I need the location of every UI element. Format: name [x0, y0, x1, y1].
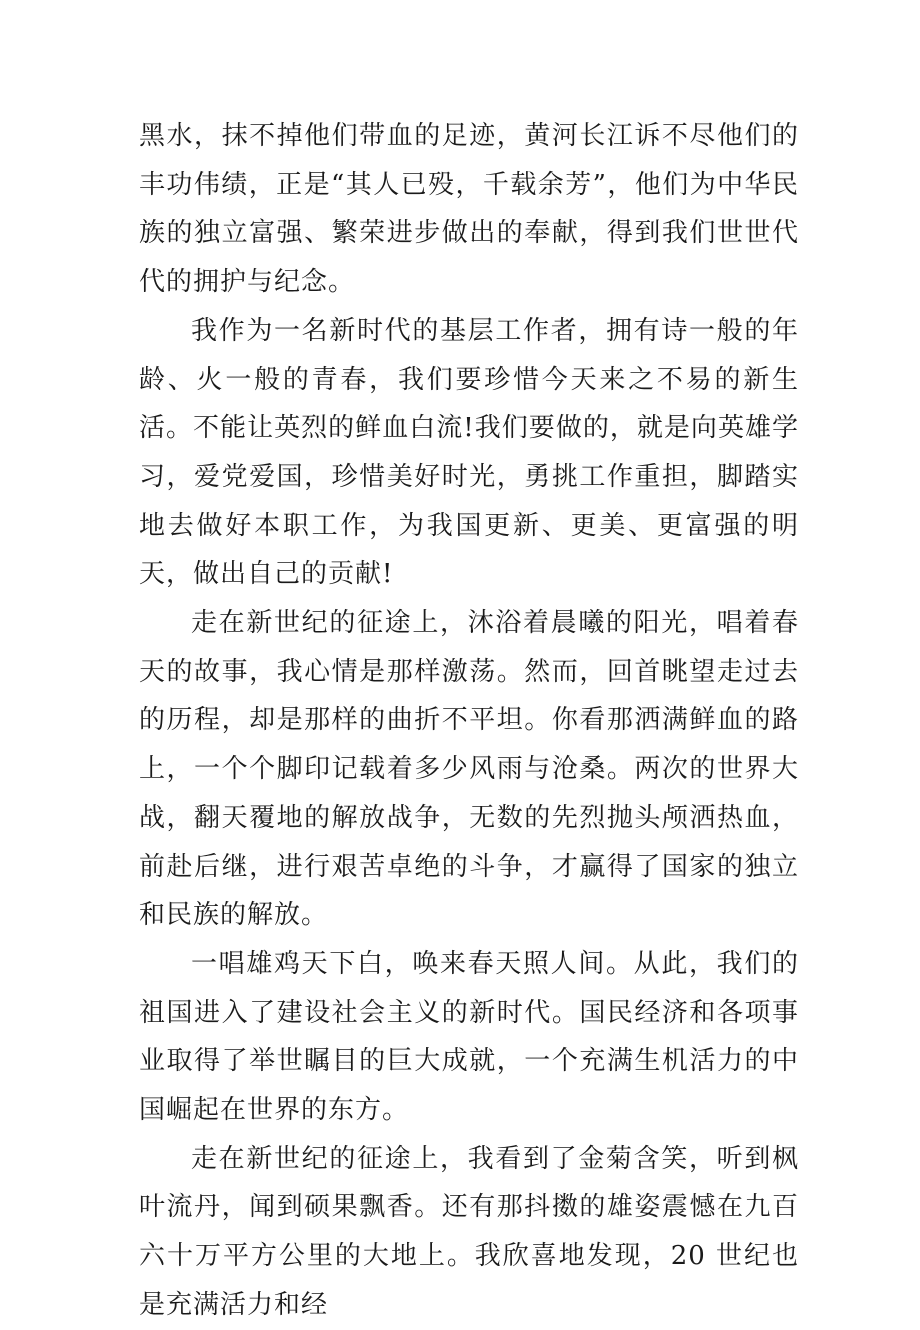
paragraph-1: 黑水，抹不掉他们带血的足迹，黄河长江诉不尽他们的丰功伟绩，正是“其人已殁，千载余芳”，他们为中华民族的独立富强、繁荣进步做出的奉献，得到我们世世代代的拥护与纪念。: [139, 121, 799, 298]
paragraph-5: 走在新世纪的征途上，我看到了金菊含笑，听到枫叶流丹，闻到硕果飘香。还有那抖擞的雄姿震憾在九百六十万平方公里的大地上。我欣喜地发现，20 世纪也是充满活力和经: [139, 1143, 799, 1320]
paragraph-3: 走在新世纪的征途上，沐浴着晨曦的阳光，唱着春天的故事，我心情是那样激荡。然而，回首眺望走过去的历程，却是那样的曲折不平坦。你看那洒满鲜血的路上，一个个脚印记载着多少风雨与沧桑。两次的世界大战，翻天覆地的解放战争，无数的先烈抛头颅洒热血，前赴后继，进行艰苦卓绝的斗争，才赢得了国家的独立和民族的解放。: [139, 608, 799, 931]
paragraph-4: 一唱雄鸡天下白，唤来春天照人间。从此，我们的祖国进入了建设社会主义的新时代。国民经济和各项事业取得了举世瞩目的巨大成就，一个充满生机活力的中国崛起在世界的东方。: [139, 948, 799, 1126]
paragraph-2: 我作为一名新时代的基层工作者，拥有诗一般的年龄、火一般的青春，我们要珍惜今天来之不易的新生活。不能让英烈的鲜血白流!我们要做的，就是向英雄学习，爱党爱国，珍惜美好时光，勇挑工作重担，脚踏实地去做好本职工作，为我国更新、更美、更富强的明天，做出自己的贡献!: [139, 315, 799, 590]
document-body: [139, 112, 799, 1330]
